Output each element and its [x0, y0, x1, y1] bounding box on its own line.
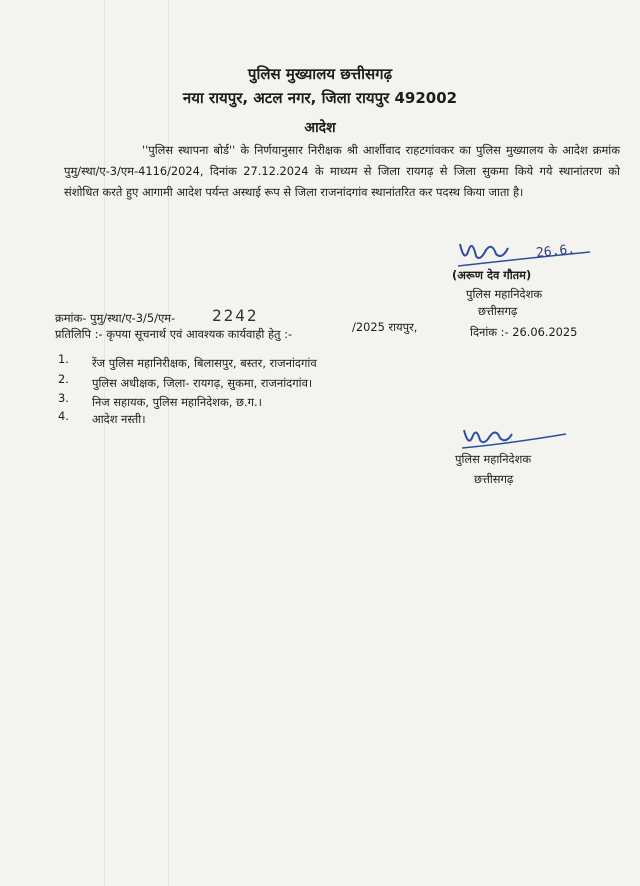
- reference-number-prefix: क्रमांक- पुमु/स्था/ए-3/5/एम-: [55, 311, 176, 325]
- office-name: पुलिस मुख्यालय छत्तीसगढ़: [247, 65, 393, 83]
- signature-bottom: [456, 420, 576, 454]
- signature-top: [450, 232, 600, 272]
- signatory-designation: पुलिस महानिदेशक: [466, 287, 543, 301]
- copy-list-number: 4.: [58, 409, 69, 423]
- copy-list-item: रेंज पुलिस महानिरीक्षक, बिलासपुर, बस्तर, राजनांदगांव: [92, 356, 317, 370]
- copy-list-item: पुलिस अधीक्षक, जिला- रायगढ़, सुकमा, राजनांदगांव।: [92, 376, 313, 390]
- reference-year-place: /2025 रायपुर,: [352, 320, 418, 334]
- handwritten-date: 26.6.: [535, 241, 576, 262]
- bottom-designation: पुलिस महानिदेशक: [455, 452, 532, 466]
- document-title: आदेश: [304, 120, 336, 136]
- bottom-state: छत्तीसगढ़: [474, 472, 514, 486]
- copy-list-item: निज सहायक, पुलिस महानिदेशक, छ.ग.।: [92, 395, 262, 409]
- copy-list-item: आदेश नस्ती।: [92, 412, 146, 426]
- signature-initials: ꝺꝺe: [456, 420, 458, 421]
- copy-list-number: 1.: [58, 352, 69, 366]
- signatory-name: (अरूण देव गौतम): [452, 268, 532, 282]
- copy-list-number: 2.: [58, 372, 69, 386]
- order-paragraph: [64, 140, 620, 203]
- copy-list-number: 3.: [58, 391, 69, 405]
- reference-date: दिनांक :- 26.06.2025: [470, 325, 578, 339]
- reference-handwritten-number: 2242: [212, 306, 259, 325]
- office-address: नया रायपुर, अटल नगर, जिला रायपुर 492002: [182, 89, 458, 107]
- signatory-state: छत्तीसगढ़: [478, 304, 518, 318]
- signature-initials: ꝺꝺe: [450, 232, 452, 233]
- copy-to-heading: प्रतिलिपि :- कृपया सूचनार्थ एवं आवश्यक कार्यवाही हेतु :-: [55, 327, 293, 341]
- order-body-text: ''पुलिस स्थापना बोर्ड'' के निर्णयानुसार निरीक्षक श्री आर्शीवाद राहटगांवकर का पुलिस मुख्यालय के आदेश क्रमांक पुमु/स्था/ए-3/एम-4116/2024, दिनांक 27.12.2024 के माध्यम से जिला रायगढ़ से जिला सुकमा किये गये स्थानांतरण को संशोधित करते हुए आगामी आदेश पर्यन्त अस्थाई रूप से जिला राजनांदगांव स्थानांतरित कर पदस्थ किया जाता है।: [64, 143, 620, 199]
